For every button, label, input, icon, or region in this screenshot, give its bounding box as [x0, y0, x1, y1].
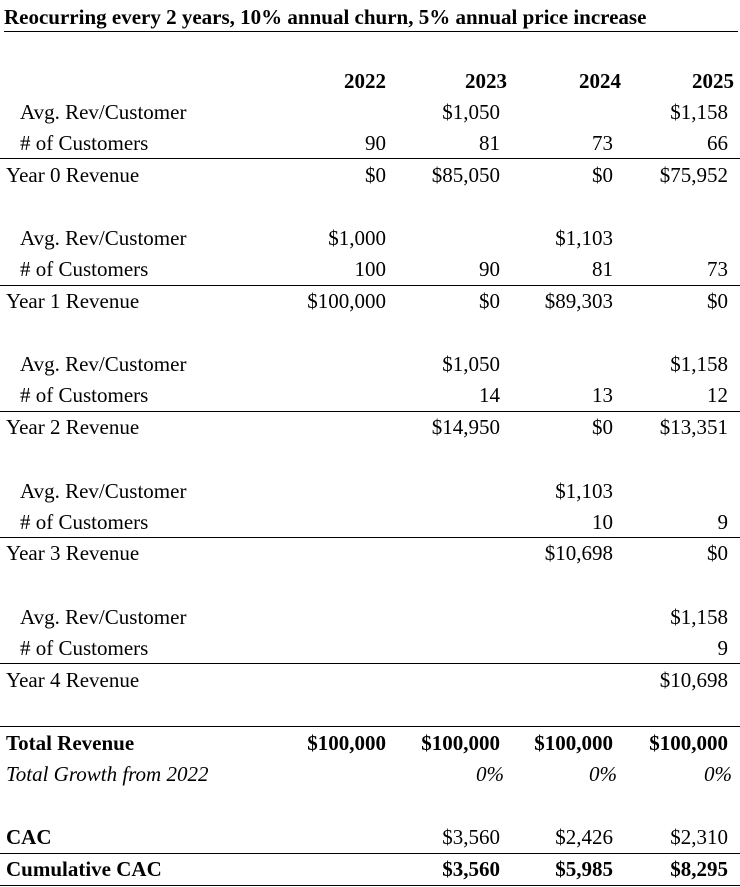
- value-cell: $1,103: [555, 226, 613, 250]
- value-cell: $1,158: [670, 100, 728, 124]
- value-cell: 13: [592, 383, 613, 407]
- value-cell: $8,295: [670, 857, 728, 881]
- avg-rev-label: Avg. Rev/Customer: [20, 226, 187, 250]
- value-cell: $10,698: [659, 668, 728, 692]
- avg-rev-label: Avg. Rev/Customer: [20, 605, 187, 629]
- value-cell: 100: [354, 257, 386, 281]
- block-2-avg-row: [0, 349, 740, 380]
- year-2022-header: 2022: [344, 69, 386, 93]
- value-cell: $85,050: [431, 163, 500, 187]
- value-cell: $100,000: [649, 731, 728, 755]
- value-cell: $3,560: [442, 825, 500, 849]
- value-cell: $0: [365, 163, 386, 187]
- avg-rev-label: Avg. Rev/Customer: [20, 479, 187, 503]
- value-cell: 9: [717, 636, 728, 660]
- revenue-label: Year 0 Revenue: [6, 163, 140, 187]
- block-4-revenue-row: [0, 665, 740, 696]
- customers-label: # of Customers: [20, 383, 149, 407]
- value-cell: $100,000: [421, 731, 500, 755]
- block-0-avg-row: [0, 97, 740, 128]
- value-cell: 90: [479, 257, 500, 281]
- value-cell: 81: [479, 131, 500, 155]
- year-header-row: [0, 66, 740, 97]
- block-4-customers-row: [0, 633, 740, 664]
- value-cell: 0%: [704, 762, 732, 786]
- value-cell: $10,698: [544, 541, 613, 565]
- value-cell: 0%: [476, 762, 504, 786]
- value-cell: $0: [707, 541, 728, 565]
- divider: [0, 885, 740, 886]
- value-cell: $1,050: [442, 100, 500, 124]
- value-cell: $1,158: [670, 352, 728, 376]
- customers-label: # of Customers: [20, 636, 149, 660]
- total-revenue-label: Total Revenue: [6, 731, 135, 755]
- value-cell: $1,050: [442, 352, 500, 376]
- value-cell: 73: [592, 131, 613, 155]
- value-cell: 12: [707, 383, 728, 407]
- revenue-label: Year 1 Revenue: [6, 289, 140, 313]
- value-cell: $100,000: [534, 731, 613, 755]
- block-1-avg-row: [0, 223, 740, 254]
- value-cell: 81: [592, 257, 613, 281]
- customers-label: # of Customers: [20, 510, 149, 534]
- revenue-label: Year 3 Revenue: [6, 541, 140, 565]
- value-cell: $3,560: [442, 857, 500, 881]
- value-cell: 66: [707, 131, 728, 155]
- avg-rev-label: Avg. Rev/Customer: [20, 100, 187, 124]
- block-4-avg-row: [0, 602, 740, 633]
- block-2-revenue-row: [0, 412, 740, 443]
- customers-label: # of Customers: [20, 131, 149, 155]
- block-0-revenue-row: [0, 160, 740, 191]
- cac-label: CAC: [6, 825, 52, 849]
- block-0-customers-row: [0, 128, 740, 159]
- revenue-label: Year 4 Revenue: [6, 668, 140, 692]
- total-growth-label: Total Growth from 2022: [6, 762, 209, 786]
- value-cell: $0: [592, 163, 613, 187]
- year-2025-header: 2025: [692, 69, 734, 93]
- revenue-label: Year 2 Revenue: [6, 415, 140, 439]
- value-cell: $1,158: [670, 605, 728, 629]
- value-cell: $89,303: [544, 289, 613, 313]
- value-cell: $0: [707, 289, 728, 313]
- value-cell: 9: [717, 510, 728, 534]
- value-cell: 90: [365, 131, 386, 155]
- value-cell: $2,426: [555, 825, 613, 849]
- value-cell: $0: [592, 415, 613, 439]
- value-cell: 0%: [589, 762, 617, 786]
- cumulative-cac-row: [0, 854, 740, 885]
- year-2023-header: 2023: [465, 69, 507, 93]
- divider: [0, 158, 740, 159]
- value-cell: $0: [479, 289, 500, 313]
- sheet-title: Reocurring every 2 years, 10% annual churn, 5% annual price increase: [4, 3, 738, 32]
- value-cell: $100,000: [307, 289, 386, 313]
- value-cell: $2,310: [670, 825, 728, 849]
- value-cell: 73: [707, 257, 728, 281]
- cumulative-cac-label: Cumulative CAC: [6, 857, 162, 881]
- block-3-revenue-row: [0, 538, 740, 569]
- divider: [0, 726, 740, 727]
- value-cell: $1,000: [328, 226, 386, 250]
- block-3-customers-row: [0, 507, 740, 538]
- total-growth-row: [0, 759, 740, 790]
- value-cell: $1,103: [555, 479, 613, 503]
- value-cell: $14,950: [431, 415, 500, 439]
- value-cell: 14: [479, 383, 500, 407]
- value-cell: $100,000: [307, 731, 386, 755]
- avg-rev-label: Avg. Rev/Customer: [20, 352, 187, 376]
- year-2024-header: 2024: [579, 69, 621, 93]
- value-cell: 10: [592, 510, 613, 534]
- block-3-avg-row: [0, 476, 740, 507]
- total-revenue-row: [0, 728, 740, 759]
- value-cell: $13,351: [659, 415, 728, 439]
- block-1-revenue-row: [0, 286, 740, 317]
- value-cell: $5,985: [555, 857, 613, 881]
- cac-row: [0, 822, 740, 853]
- divider: [0, 663, 740, 664]
- customers-label: # of Customers: [20, 257, 149, 281]
- block-1-customers-row: [0, 254, 740, 285]
- block-2-customers-row: [0, 380, 740, 411]
- value-cell: $75,952: [659, 163, 728, 187]
